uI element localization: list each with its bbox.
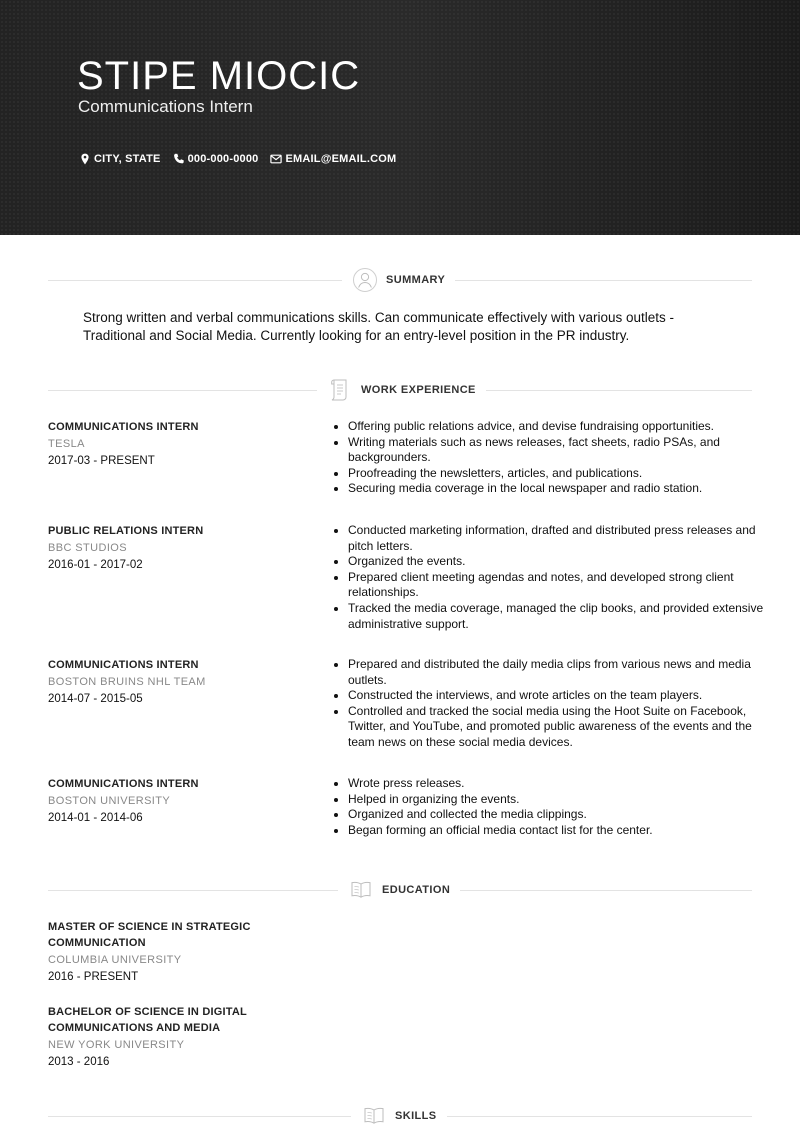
job-duties (330, 419, 768, 497)
job-duty: • Conducted marketing information, drafted and distributed press releases and pitch letters. (348, 523, 768, 554)
contact-email[interactable] (270, 153, 396, 165)
resume-header (0, 0, 800, 235)
job-duty: • Constructed the interviews, and wrote articles on the team players. (348, 688, 768, 704)
experience-heading: WORK EXPERIENCE (361, 384, 476, 396)
job-duty: • Prepared and distributed the daily media clips from various news and media outlets. (348, 657, 768, 688)
school-name: COLUMBIA UNIVERSITY (48, 954, 182, 966)
skills-section-header (48, 1102, 752, 1130)
job-company: BOSTON UNIVERSITY (48, 795, 171, 807)
job-duty: • Offering public relations advice, and devise fundraising opportunities. (348, 419, 768, 435)
education-heading: EDUCATION (382, 884, 451, 896)
job-dates: 2014-07 - 2015-05 (48, 693, 143, 705)
scroll-icon (327, 377, 353, 403)
degree-title: MASTER OF SCIENCE IN STRATEGIC COMMUNICATION (48, 921, 251, 949)
education-dates: 2016 - PRESENT (48, 971, 139, 983)
job-duty: • Organized and collected the media clippings. (348, 807, 768, 823)
education-entry (48, 1005, 308, 1071)
job-company: BOSTON BRUINS NHL TEAM (48, 676, 206, 688)
summary-section-header (48, 266, 752, 294)
job-duty: • Helped in organizing the events. (348, 792, 768, 808)
open-book-icon (348, 877, 374, 903)
job-duty: • Began forming an official media contact list for the center. (348, 823, 768, 839)
job-company: BBC STUDIOS (48, 542, 127, 554)
education-dates: 2013 - 2016 (48, 1056, 110, 1068)
phone-icon (173, 153, 185, 165)
candidate-name: STIPE MIOCIC (77, 54, 361, 98)
summary-text: Strong written and verbal communications skills. Can communicate effectively with various outlets - Traditional and Social Media. Currently looking for an entry-level position in the PR industry. (83, 310, 675, 343)
email-text: EMAIL@EMAIL.COM (285, 153, 397, 165)
job-duty: • Wrote press releases. (348, 776, 768, 792)
job-dates: 2016-01 - 2017-02 (48, 559, 143, 571)
open-book-icon (361, 1103, 387, 1129)
job-title: COMMUNICATIONS INTERN (48, 659, 199, 671)
contact-bar (79, 153, 408, 165)
candidate-role: Communications Intern (78, 97, 253, 116)
job-duty: • Tracked the media coverage, managed the clip books, and provided extensive administrative support. (348, 601, 768, 632)
phone-text: 000-000-0000 (187, 153, 259, 165)
envelope-icon (270, 153, 282, 165)
job-duties (330, 523, 768, 632)
job-duty: • Controlled and tracked the social media using the Hoot Suite on Facebook, Twitter, and YouTube, and promoted public awareness of the events and the team news on these social media devices. (348, 704, 768, 751)
experience-section-header (48, 376, 752, 404)
summary-heading: SUMMARY (386, 274, 446, 286)
education-section-header (48, 876, 752, 904)
job-company: TESLA (48, 438, 85, 450)
contact-location (79, 153, 161, 165)
contact-phone (173, 153, 259, 165)
job-duties (330, 776, 768, 838)
job-title: COMMUNICATIONS INTERN (48, 421, 199, 433)
location-text: CITY, STATE (94, 153, 161, 165)
job-title: COMMUNICATIONS INTERN (48, 778, 199, 790)
job-duty: • Securing media coverage in the local newspaper and radio station. (348, 481, 768, 497)
job-duty: • Proofreading the newsletters, articles, and publications. (348, 466, 768, 482)
job-duty: • Writing materials such as news releases, fact sheets, radio PSAs, and backgrounders. (348, 435, 768, 466)
job-duty: • Prepared client meeting agendas and notes, and developed strong client relationships. (348, 570, 768, 601)
person-circle-icon (352, 267, 378, 293)
job-title: PUBLIC RELATIONS INTERN (48, 525, 204, 537)
education-entry (48, 920, 308, 986)
job-duty: • Organized the events. (348, 554, 768, 570)
map-pin-icon (79, 153, 91, 165)
skills-heading: SKILLS (395, 1110, 437, 1122)
job-dates: 2017-03 - PRESENT (48, 455, 155, 467)
degree-title: BACHELOR OF SCIENCE IN DIGITAL COMMUNICATIONS AND MEDIA (48, 1006, 247, 1034)
job-duties (330, 657, 768, 751)
school-name: NEW YORK UNIVERSITY (48, 1039, 185, 1051)
job-dates: 2014-01 - 2014-06 (48, 812, 143, 824)
